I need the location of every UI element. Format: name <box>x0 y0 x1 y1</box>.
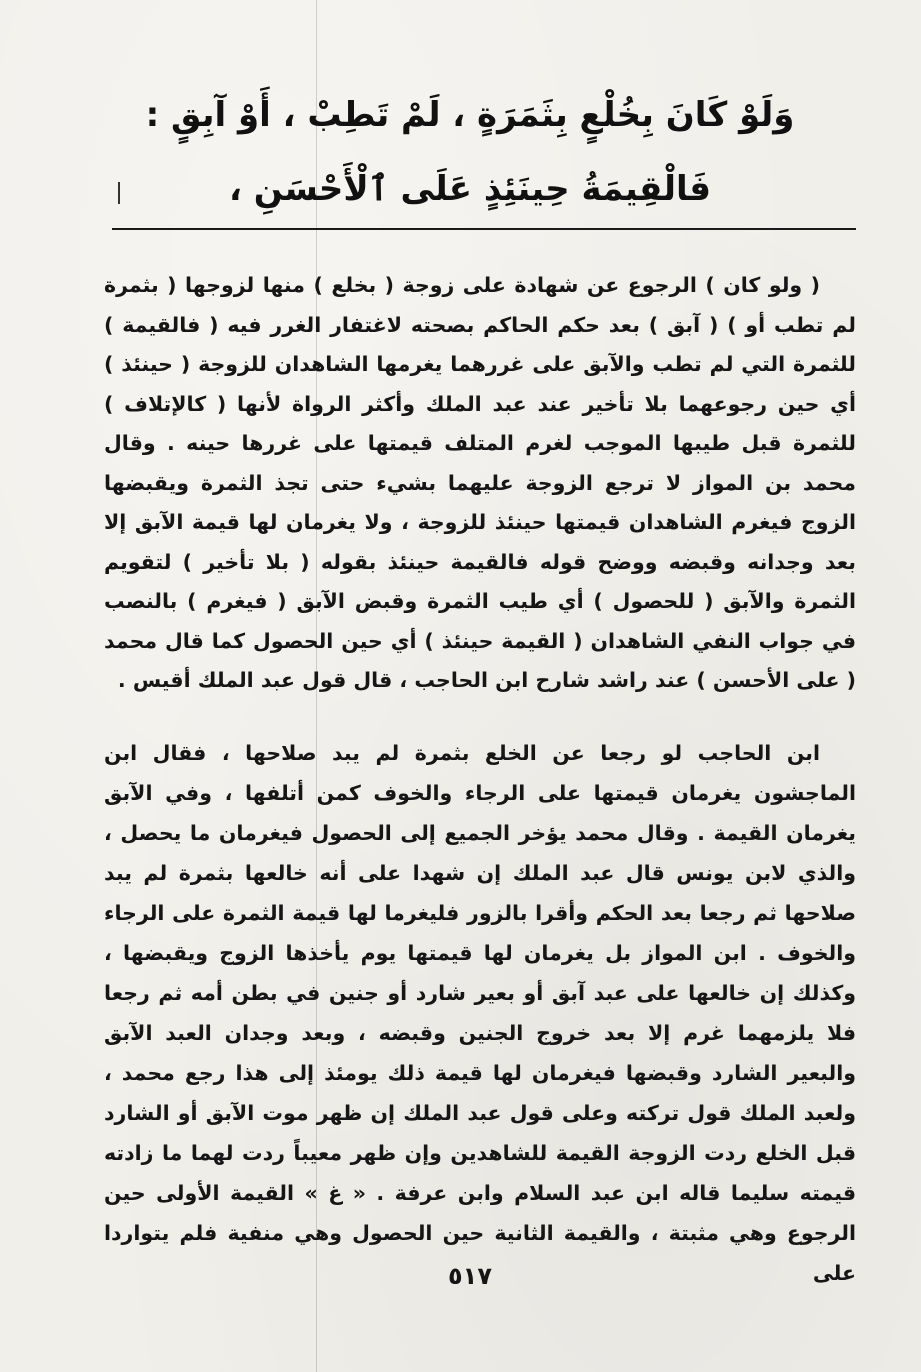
heading-divider <box>112 228 856 230</box>
page-number: ٥١٧ <box>448 1262 492 1290</box>
commentary-paragraph-2: ابن الحاجب لو رجعا عن الخلع بثمرة لم يبد صلاحها ، فقال ابن الماجشون يغرمان قيمتها على الرجاء والخوف كمن أتلفها ، وفي الآبق يغرمان القيمة . وقال محمد يؤخر الجميع إلى الحصول فيغرمان ما يحصل ، والذي لابن يونس قال عبد الملك إن شهدا على أنه خالعها بثمرة لم يبد صلاحها ثم رجعا بعد الحكم وأقرا بالزور فليغرما لها قيمة الثمرة على الرجاء والخوف . ابن المواز بل يغرمان لها قيمتها يوم يأخذها الزوج ويقبضها ، وكذلك إن خالعها على عبد آبق أو بعير شارد أو جنين في بطن أمه ثم رجعا فلا يلزمهما غرم إلا بعد خروج الجنين وقبضه ، وبعد وجدان العبد الآبق والبعير الشارد وقبضها فيغرمان لها قيمة ذلك يومئذ إلى هذا رجع محمد ، ولعبد الملك قول تركته وعلى قول عبد الملك إن ظهر موت الآبق أو الشارد قبل الخلع ردت الزوجة القيمة للشاهدين وإن ظهر معيباً ردت لهما ما زادته قيمته سليما قاله ابن عبد السلام وابن عرفة . « غ » القيمة الأولى حين الرجوع وهي مثبتة ، والقيمة الثانية حين الحصول وهي منفية فلم يتواردا على <box>104 741 856 1285</box>
commentary-paragraph-1: ( ولو كان ) الرجوع عن شهادة على زوجة ( بخلع ) منها لزوجها ( بثمرة لم تطب أو ) ( آبق ) بعد حكم الحاكم بصحته لاغتفار الغرر فيه ( فالقيمة ) للثمرة التي لم تطب والآبق على غررهما يغرمها الشاهدان للزوجة ( حينئذ ) أي حين رجوعهما بلا تأخير عند عبد الملك وأكثر الرواة لأنها ( كالإتلاف ) للثمرة قبل طيبها الموجب لغرم المتلف قيمتها على غررها حينه . وقال محمد بن المواز لا ترجع الزوجة عليهما بشيء حتى تجذ الثمرة ويقبضها الزوج فيغرم الشاهدان قيمتها حينئذ للزوجة ، ولا يغرمان لها قيمة الآبق إلا بعد وجدانه وقبضه ووضح قوله فالقيمة حينئذ بقوله ( بلا تأخير ) لتقويم الثمرة والآبق ( للحصول ) أي طيب الثمرة وقبض الآبق ( فيغرم ) بالنصب في جواب النفي الشاهدان ( القيمة حينئذ ) أي حين الحصول كما قال محمد ( على الأحسن ) عند راشد شارح ابن الحاجب ، قال قول عبد الملك أقيس . <box>104 273 856 692</box>
matn-heading: وَلَوْ كَانَ بِخُلْعٍ بِثَمَرَةٍ ، لَمْ تَطِبْ ، أَوْ آبِقٍ : فَالْقِيمَةُ حِينَئِذٍ عَلَى ٱلْأَحْسَنِ ، <box>145 95 795 209</box>
